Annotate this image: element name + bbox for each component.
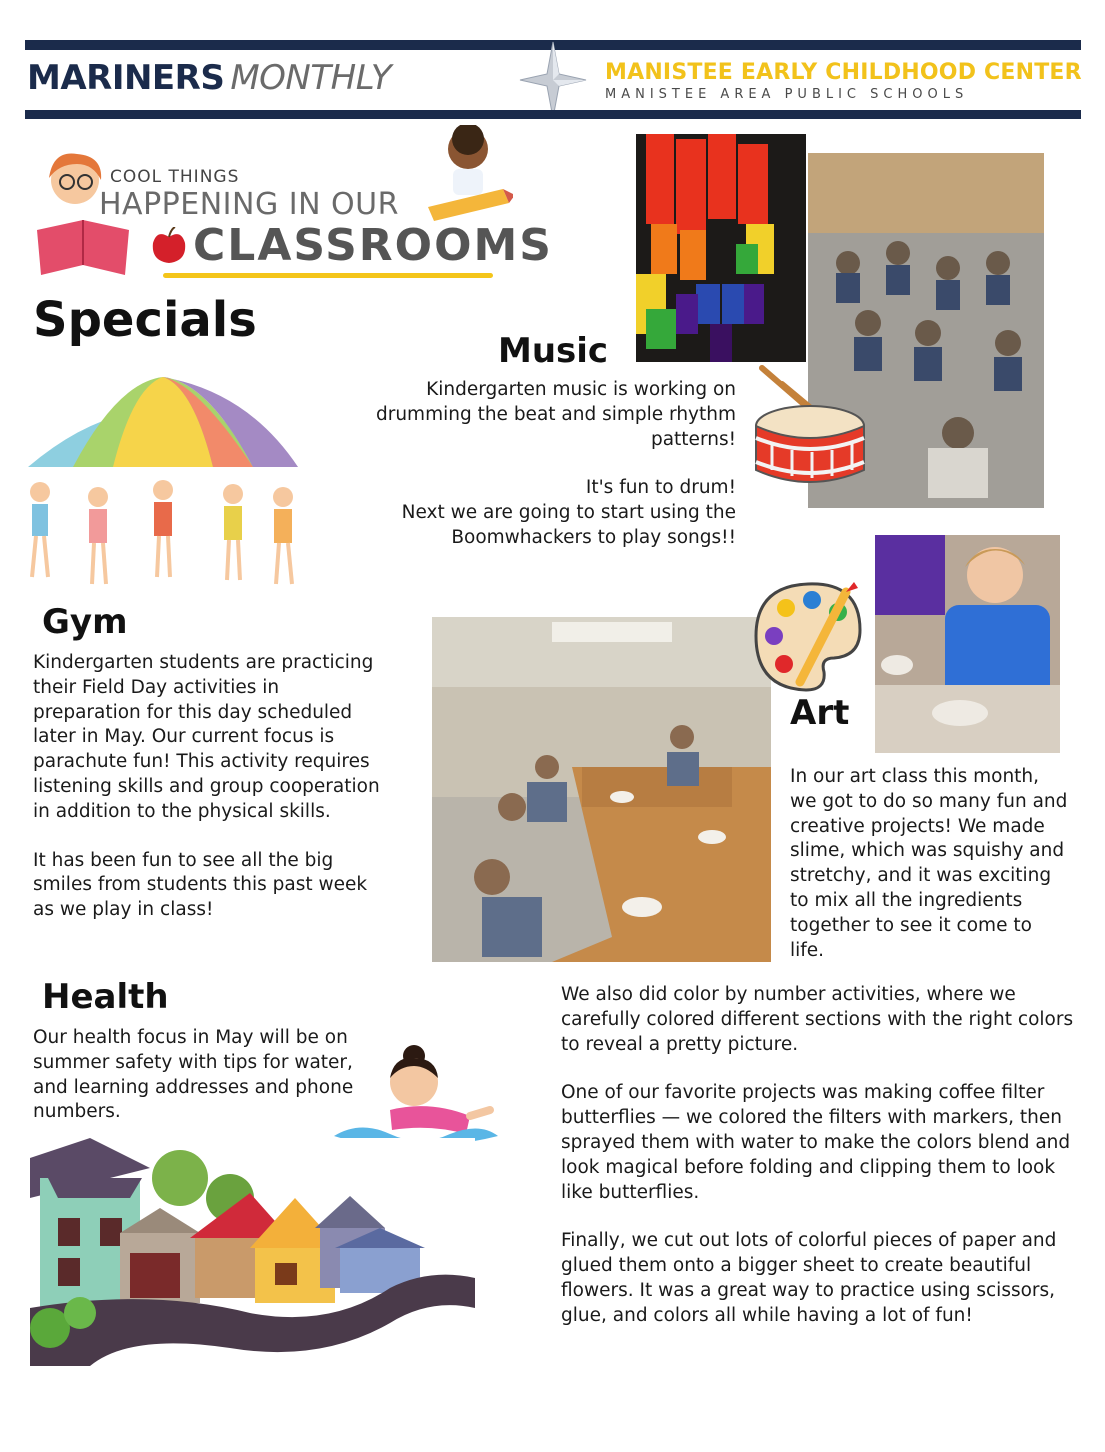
art-section-continued <box>561 983 1076 1329</box>
boomwhackers-photo <box>636 134 806 362</box>
compass-star-icon <box>518 40 588 120</box>
paint-palette-icon <box>750 578 870 698</box>
drum-icon <box>752 362 870 492</box>
music-paragraph-1: Kindergarten music is working on drumming the beat and simple rhythm patterns! <box>375 379 736 450</box>
specials-heading: Specials <box>33 292 257 348</box>
gym-heading: Gym <box>42 602 128 642</box>
banner-line-1: COOL THINGS <box>110 167 240 187</box>
houses-icon <box>30 1138 475 1366</box>
music-section <box>336 378 736 551</box>
title-bold: MARINERS <box>27 58 225 98</box>
art-paragraph-1: In our art class this month, we got to do so many fun and creative projects! We made slime, which was squishy and stretchy, and it was exciting to mix all the ingredients together to see it come to life. <box>790 766 1068 961</box>
banner-underline <box>163 273 493 278</box>
paragraph-gap <box>336 452 736 476</box>
paragraph-gap <box>561 1205 1076 1229</box>
music-paragraph-2-line-1: It's fun to drum! <box>585 477 736 499</box>
swimmer-icon <box>330 1044 500 1148</box>
gym-paragraph-1: Kindergarten students are practicing their Field Day activities in preparation for this day scheduled later in May. Our current focus is parachute fun! This activity requires listening skills and group cooperation in addition to the physical skills. <box>33 652 380 822</box>
school-logo <box>605 60 1082 102</box>
paragraph-gap <box>33 825 389 849</box>
paragraph-gap <box>561 1057 1076 1081</box>
classrooms-banner <box>33 125 553 283</box>
health-heading: Health <box>42 977 169 1017</box>
music-heading: Music <box>498 331 609 371</box>
district-name: MANISTEE AREA PUBLIC SCHOOLS <box>605 87 969 102</box>
banner-line-2: HAPPENING IN OUR <box>99 187 399 222</box>
apple-icon <box>151 227 187 265</box>
newsletter-title <box>27 58 391 98</box>
music-paragraph-2-line-2: Next we are going to start using the Boomwhackers to play songs!! <box>401 502 736 548</box>
pencil-kid-icon <box>423 125 513 235</box>
art-paragraph-2: We also did color by number activities, where we carefully colored different sections with the right colors to reveal a pretty picture. <box>561 984 1074 1055</box>
gym-section <box>33 651 389 923</box>
parachute-icon <box>18 372 308 592</box>
art-paragraph-4: Finally, we cut out lots of colorful pieces of paper and glued them onto a bigger sheet to create beautiful flowers. It was a great way to practice using scissors, glue, and colors all while having a lot of fun! <box>561 1230 1057 1326</box>
header-bottom-rule <box>25 110 1081 119</box>
art-heading: Art <box>790 693 850 733</box>
school-name: MANISTEE EARLY CHILDHOOD CENTER <box>605 60 1082 85</box>
art-student-photo <box>875 535 1060 753</box>
title-light: MONTHLY <box>230 58 392 98</box>
art-paragraph-3: One of our favorite projects was making coffee filter butterflies — we colored the filters with markers, then sprayed them with water to make the colors blend and look magical before folding and clipping them to look like butterflies. <box>561 1082 1071 1203</box>
slime-classroom-photo <box>432 617 771 962</box>
health-paragraph-1: Our health focus in May will be on summer safety with tips for water, and learning addresses and phone numbers. <box>33 1027 354 1123</box>
gym-paragraph-2: It has been fun to see all the big smiles from students this past week as we play in class! <box>33 849 368 921</box>
banner-line-3: CLASSROOMS <box>193 220 553 271</box>
